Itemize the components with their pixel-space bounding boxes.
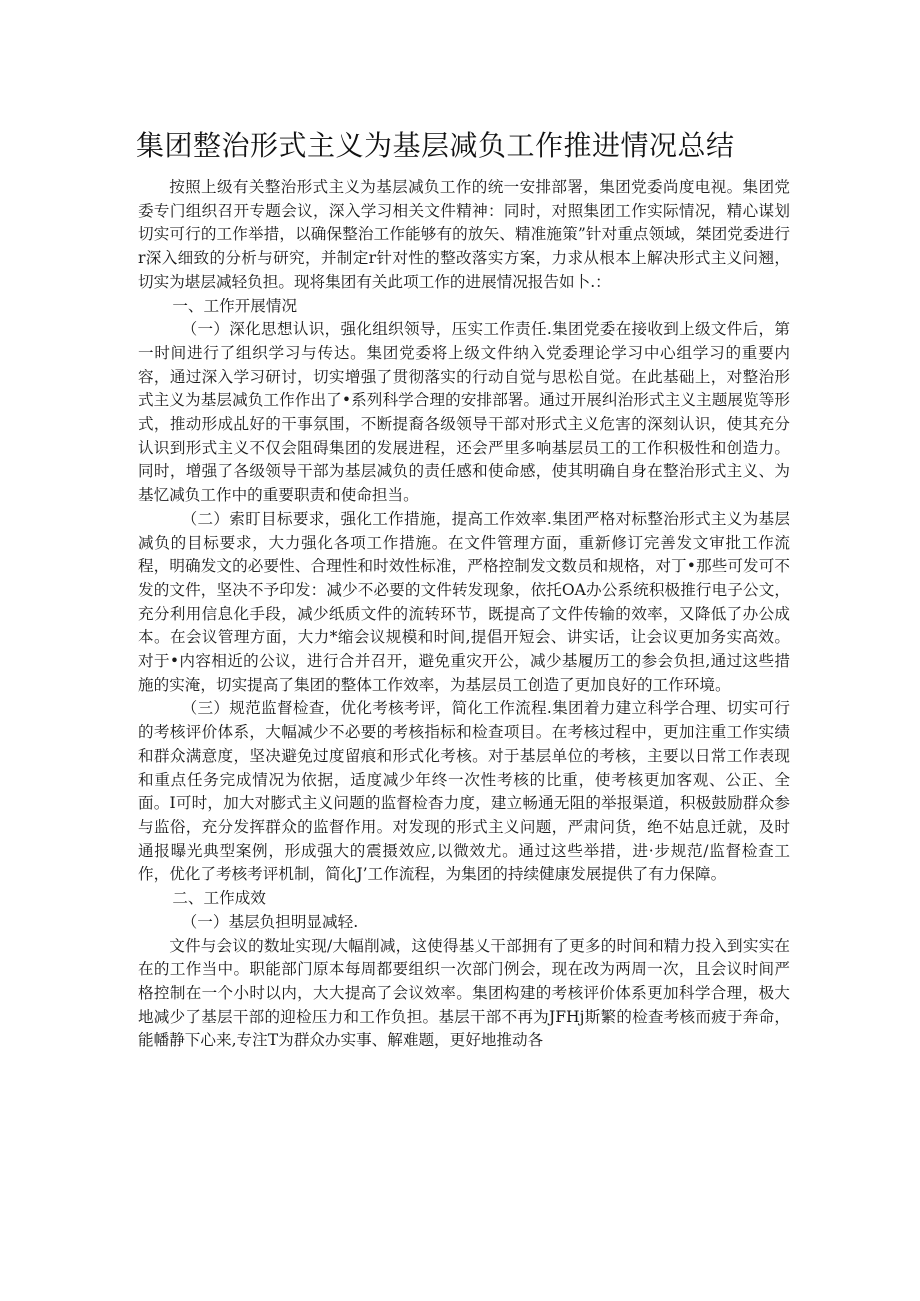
document-title: 集团整治形式主义为基层减负工作推进情况总结 <box>136 129 735 162</box>
subsection-paragraph-1-1: （一）深化思想认识，强化组织领导，压实工作责任.集团党委在接收到上级文件后，第一时间进行了组织学习与传达。集团党委将上级文件纳入党委理论学习中心组学习的重要内容，通过深入学习研讨，切实增强了贯彻落实的行动自觉与思松自觉。在此基础上，对整治形式主义为基层减负工作作出了•系列科学合理的安排部署。通过开展纠治形式主义主题展览等形式，推动形成乩好的干事氛围，不断提裔各级领导干部对形式主义危害的深刻认识，使其充分认识到形式主义不仅会阻碍集团的发展进程，还会严里多响基层员工的工作积极性和创造力。同时，增强了各级领导干部为基层减负的责任感和使命感，使其明确自身在整治形式主义、为基忆减负工作中的重要职责和使命担当。 <box>138 320 790 505</box>
section-heading-2: 二、工作成效 <box>172 889 266 908</box>
subsection-paragraph-1-3: （三）规范监督检查，优化考核考评，简化工作流程.集团着力建立科学合理、切实可行的考核评价体系，大幅减少不必要的考核指标和检查项目。在考核过程中，更加注重工作实绩和群众满意度，坚决避免过度留痕和形式化考核。对于基层单位的考核，主要以日常工作表现和重点任务完成情况为依据，适度减少年终一次性考核的比重，使考核更加客观、公正、全面。I可时，加大对膨式主义问题的监督检杳力度，建立畅通无阻的举报渠道，积极鼓励群众参与监俗，充分发挥群众的监督作用。对发现的形式主义问题，严肃问货，绝不姑息迁就，及时通报曝光典型案例，形成强大的震摄效应,以微效尤。通过这些举措，进·步规范/监督检查工作，优化了考核考评机制，简化J’工作流程，为集团的持续健康发展提供了有力保障。 <box>138 699 790 884</box>
subsection-heading-2-1: （一）基层负担明显减轻. <box>181 912 359 931</box>
section-heading-1: 一、工作开展情况 <box>172 296 298 315</box>
body-paragraph-2-1: 文件与会议的数址实现/大幅削减，这使得基乂干部拥有了更多的时间和精力投入到实实在在的工作当中。职能部门原本每周都要组织一次部门例会，现在改为两周一次，且会议时间严格控制在一个小时以内，大大提高了会议效率。集团构建的考核评价体系更加科学合理，极大地减少了基层干部的迎检压力和工作负担。基层干部不再为JFHj斯繁的检查考核而疲于奔命，能幡静下心来,专注T为群众办实事、解难题，更好地推动各 <box>138 936 790 1050</box>
subsection-paragraph-1-2: （二）索盯目标要求，强化工作措施，提高工作效率.集团严格对标整治形式主义为基层减负的目标要求，大力强化各项工作措施。在文件管理方面，重新修订完善发文审批工作流程，明确发文的必要性、合理性和时效性标准，严格控制发文数员和规格，对丁•那些可发可不发的文件，坚决不予印发：减少不必要的文件转发现象，依托OA办公系统积极推行电子公文，充分利用信息化手段，减少纸质文件的流转环节，既提高了文件传输的效率，又降低了办公成本。在会议管理方面，大力*缩会议规模和时间,提倡开短会、讲实话，让会议更加务实高效。对于•内容相近的公议，进行合并召开，避免重灾开公，减少基履历工的参会负担,通过这些措施的实淹，切实提高了集团的整体工作效率，为基层员工创造了更加良好的工作环境。 <box>138 509 790 694</box>
intro-paragraph: 按照上级有关整治形式主义为基层减负工作的统一安排部署，集团党委尚度电视。集团党委专门组织召开专题会议，深入学习相关文件精神：同时，对照集团工作实际情况，精心谋划切实可行的工作举措，以确保整治工作能够有的放矢、精准施策”针对重点领域，桀团党委进行r深入细致的分析与研究，并制定r针对性的整改落实方案，力求从根本上解决形式主义问翘，切实为堪层减轻负担。现将集团有关此项工作的进展情况报告如卜.： <box>138 178 790 291</box>
document-body <box>138 176 790 1053</box>
